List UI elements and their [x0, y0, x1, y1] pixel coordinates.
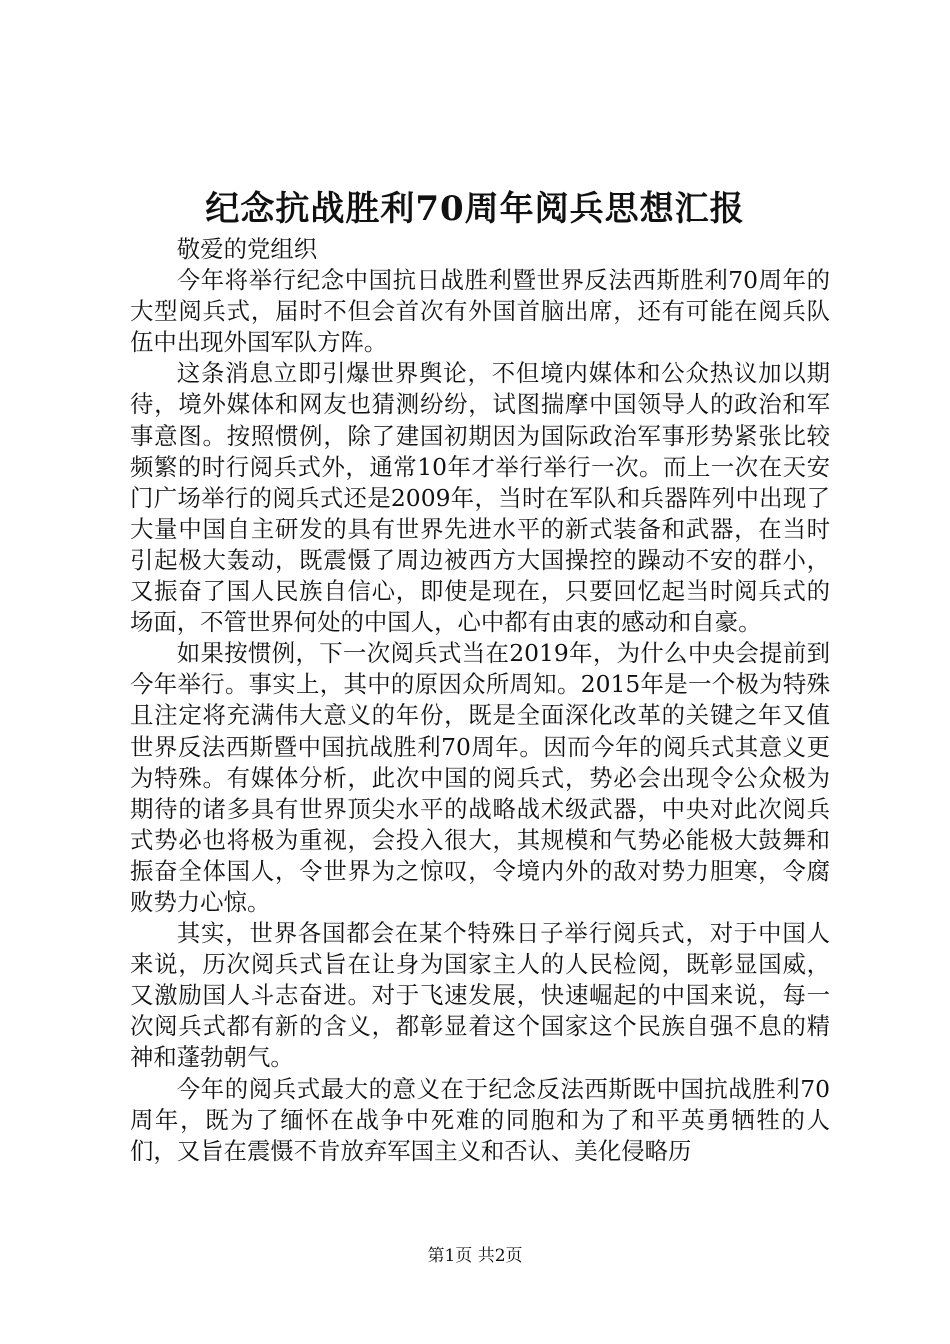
- paragraph-5: 今年的阅兵式最大的意义在于纪念反法西斯既中国抗战胜利70周年，既为了缅怀在战争中死难的同胞和为了和平英勇牺牲的人们，又旨在震慑不肯放弃军国主义和否认、美化侵略历: [130, 1074, 830, 1165]
- salutation: 敬爱的党组织: [176, 235, 318, 263]
- document-body: [130, 234, 830, 1167]
- paragraph-2: 这条消息立即引爆世界舆论，不但境内媒体和公众热议加以期待，境外媒体和网友也猜测纷纷，试图揣摩中国领导人的政治和军事意图。按照惯例，除了建国初期因为国际政治军事形势紧张比较频繁的时行阅兵式外，通常10年才举行举行一次。而上一次在天安门广场举行的阅兵式还是2009年，当时在军队和兵器阵列中出现了大量中国自主研发的具有世界先进水平的新式装备和武器，在当时引起极大轰动，既震慑了周边被西方大国操控的躁动不安的群小，又振奋了国人民族自信心，即使是现在，只要回忆起当时阅兵式的场面，不管世界何处的中国人，心中都有由衷的感动和自豪。: [130, 359, 830, 637]
- paragraph-1: 今年将举行纪念中国抗日战胜利暨世界反法西斯胜利70周年的大型阅兵式，届时不但会首次有外国首脑出席，还有可能在阅兵队伍中出现外国军队方阵。: [130, 266, 830, 357]
- document-title: 纪念抗战胜利70周年阅兵思想汇报: [205, 189, 745, 229]
- paragraph-3: 如果按惯例，下一次阅兵式当在2019年，为什么中央会提前到今年举行。事实上，其中的原因众所周知。2015年是一个极为特殊且注定将充满伟大意义的年份，既是全面深化改革的关键之年又值世界反法西斯暨中国抗战胜利70周年。因而今年的阅兵式其意义更为特殊。有媒体分析，此次中国的阅兵式，势必会出现令公众极为期待的诸多具有世界顶尖水平的战略战术级武器，中央对此次阅兵式势必也将极为重视，会投入很大，其规模和气势必能极大鼓舞和振奋全体国人，令世界为之惊叹，令境内外的敌对势力胆寒，令腐败势力心惊。: [130, 639, 830, 916]
- paragraph-4: 其实，世界各国都会在某个特殊日子举行阅兵式，对于中国人来说，历次阅兵式旨在让身为国家主人的人民检阅，既彰显国威，又激励国人斗志奋进。对于飞速发展，快速崛起的中国来说，每一次阅兵式都有新的含义，都彰显着这个国家这个民族自强不息的精神和蓬勃朝气。: [130, 919, 830, 1072]
- page-footer: 第1页 共2页: [427, 1246, 523, 1266]
